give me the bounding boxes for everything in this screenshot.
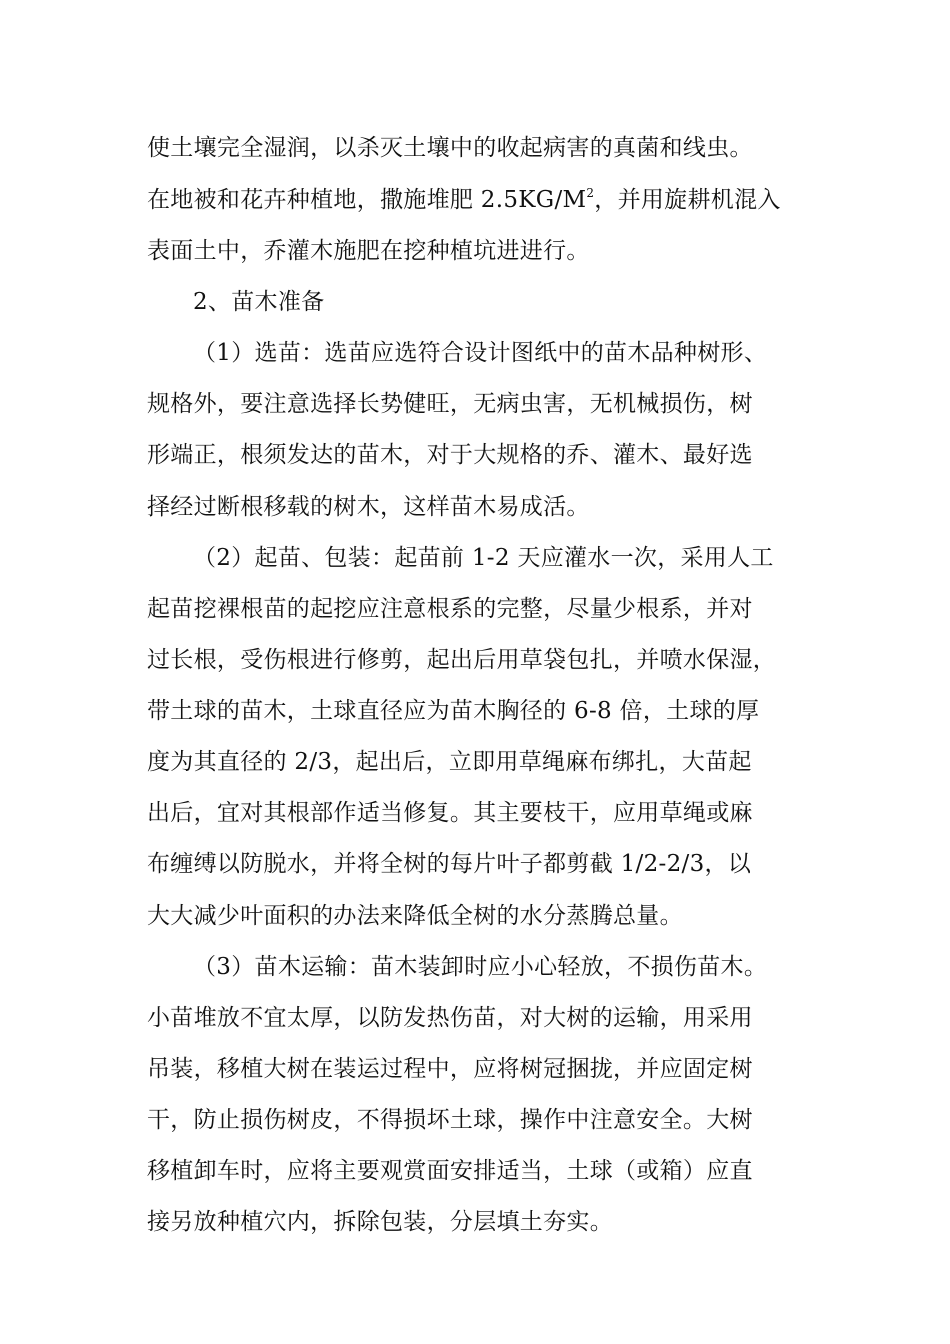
text-segment: ，并用旋耕机混入 (594, 187, 781, 213)
text-line: 移植卸车时，应将主要观赏面安排适当，土球（或箱）应直 (147, 1158, 753, 1184)
text-line: 使土壤完全湿润，以杀灭土壤中的收起病害的真菌和线虫。 (147, 135, 753, 161)
text-line: 大大减少叶面积的办法来降低全树的水分蒸腾总量。 (147, 903, 683, 929)
text-line: 布缠缚以防脱水，并将全树的每片叶子都剪截 1/2-2/3，以 (147, 851, 752, 877)
text-line: 过长根，受伤根进行修剪，起出后用草袋包扎，并喷水保湿， (147, 647, 777, 673)
text-line: （1）选苗：选苗应选符合设计图纸中的苗木品种树形、 (193, 340, 768, 366)
text-line: 小苗堆放不宜太厚，以防发热伤苗，对大树的运输，用采用 (147, 1005, 753, 1031)
text-line: 接另放种植穴内，拆除包装，分层填土夯实。 (147, 1209, 613, 1235)
text-line (147, 185, 781, 215)
text-line: 吊装，移植大树在装运过程中，应将树冠捆拢，并应固定树 (147, 1056, 753, 1082)
text-line: （2）起苗、包装：起苗前 1-2 天应灌水一次，采用人工 (193, 545, 774, 571)
text-line: 起苗挖裸根苗的起挖应注意根系的完整，尽量少根系，并对 (147, 596, 753, 622)
text-line: 度为其直径的 2/3，起出后，立即用草绳麻布绑扎，大苗起 (147, 749, 752, 775)
superscript: 2 (586, 186, 595, 200)
section-heading: 2、苗木准备 (193, 289, 325, 315)
text-line: 带土球的苗木，土球直径应为苗木胸径的 6-8 倍，土球的厚 (147, 698, 760, 724)
text-line: （3）苗木运输：苗木装卸时应小心轻放，不损伤苗木。 (193, 954, 768, 980)
text-line: 形端正，根须发达的苗木，对于大规格的乔、灌木、最好选 (147, 442, 753, 468)
text-line: 出后，宜对其根部作适当修复。其主要枝干，应用草绳或麻 (147, 800, 753, 826)
text-line: 择经过断根移载的树木，这样苗木易成活。 (147, 494, 590, 520)
text-segment: 在地被和花卉种植地，撒施堆肥 2.5KG/M (147, 187, 587, 213)
text-line: 表面土中，乔灌木施肥在挖种植坑进进行。 (147, 238, 590, 264)
text-line: 规格外，要注意选择长势健旺，无病虫害，无机械损伤，树 (147, 391, 753, 417)
text-line: 干，防止损伤树皮，不得损坏土球，操作中注意安全。大树 (147, 1107, 753, 1133)
